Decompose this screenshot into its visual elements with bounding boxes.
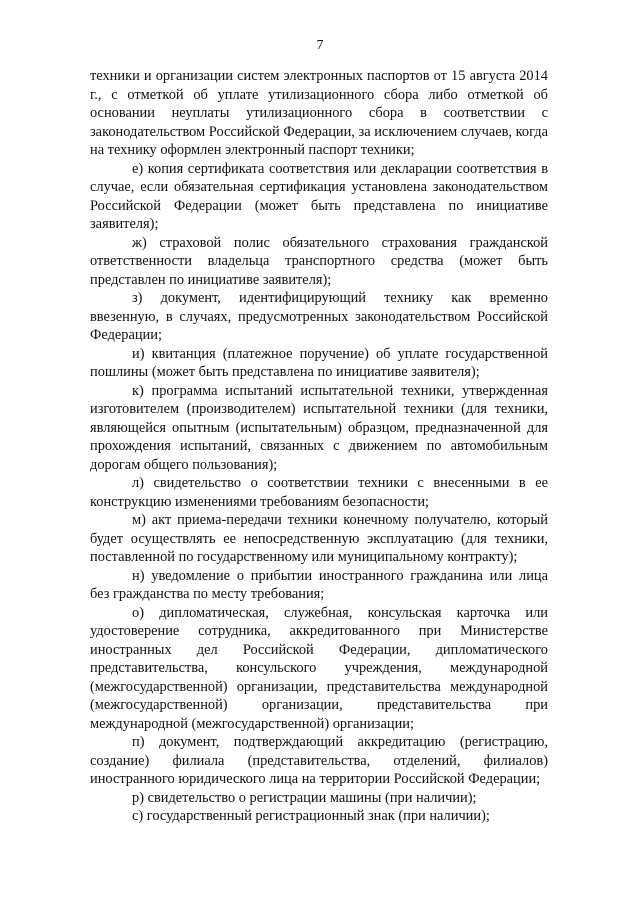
paragraph-item-s: с) государственный регистрационный знак (при наличии); [132,808,490,824]
paragraph-item-l: л) свидетельство о соответствии техники с внесенными в ее конструкцию изменениями требованиям безопасности; [90,475,548,510]
paragraph-item-e: е) копия сертификата соответствия или декларации соответствия в случае, если обязательная сертификация установлена законодательством Российской Федерации (может быть представлена по инициативе заявителя); [90,160,548,232]
page-number: 7 [316,38,324,53]
paragraph-item-r: р) свидетельство о регистрации машины (при наличии); [132,789,477,806]
paragraph-continuation: техники и организации систем электронных паспортов от 15 августа 2014 г., с отметкой об уплате утилизационного сбора либо отметкой об основании неуплаты утилизационного сбора в соответствии с законодательством Российской Федерации, за исключением случаев, когда на технику оформлен электронный паспорт техники; [90,68,548,158]
paragraph-item-zh: ж) страховой полис обязательного страхования гражданской ответственности владельца транспортного средства (может быть представлен по инициативе заявителя); [90,234,548,288]
paragraph-item-m: м) акт приема-передачи техники конечному получателю, который будет осуществлять ее непосредственную эксплуатацию (для техники, поставленной по государственному или муниципальному контракту); [90,512,548,565]
paragraph-item-p: п) документ, подтверждающий аккредитацию (регистрацию, создание) филиала (представительства, отделений, филиалов) иностранного юридического лица на территории Российской Федерации; [90,734,548,787]
paragraph-item-i: и) квитанция (платежное поручение) об уплате государственной пошлины (может быть представлена по инициативе заявителя); [90,345,548,380]
paragraph-item-o: о) дипломатическая, служебная, консульская карточка или удостоверение сотрудника, аккредитованного при Министерстве иностранных дел Российской Федерации, дипломатического представительства, консульского учреждения, международной (межгосударственной) организации, представительства международной (межгосударственной) организации, представительства при международной (межгосударственной) организации; [90,604,548,732]
paragraph-item-n: н) уведомление о прибытии иностранного гражданина или лица без гражданства по месту требования; [90,567,548,602]
document-body [90,67,548,826]
paragraph-item-k: к) программа испытаний испытательной техники, утвержденная изготовителем (производителем) испытательной техники (для техники, являющейся опытным (испытательным) образцом, предназначенной для прохождения испытаний, связанных с движением по автомобильным дорогам общего пользования); [90,382,548,473]
paragraph-item-z: з) документ, идентифицирующий технику как временно ввезенную, в случаях, предусмотренных законодательством Российской Федерации; [90,290,548,343]
